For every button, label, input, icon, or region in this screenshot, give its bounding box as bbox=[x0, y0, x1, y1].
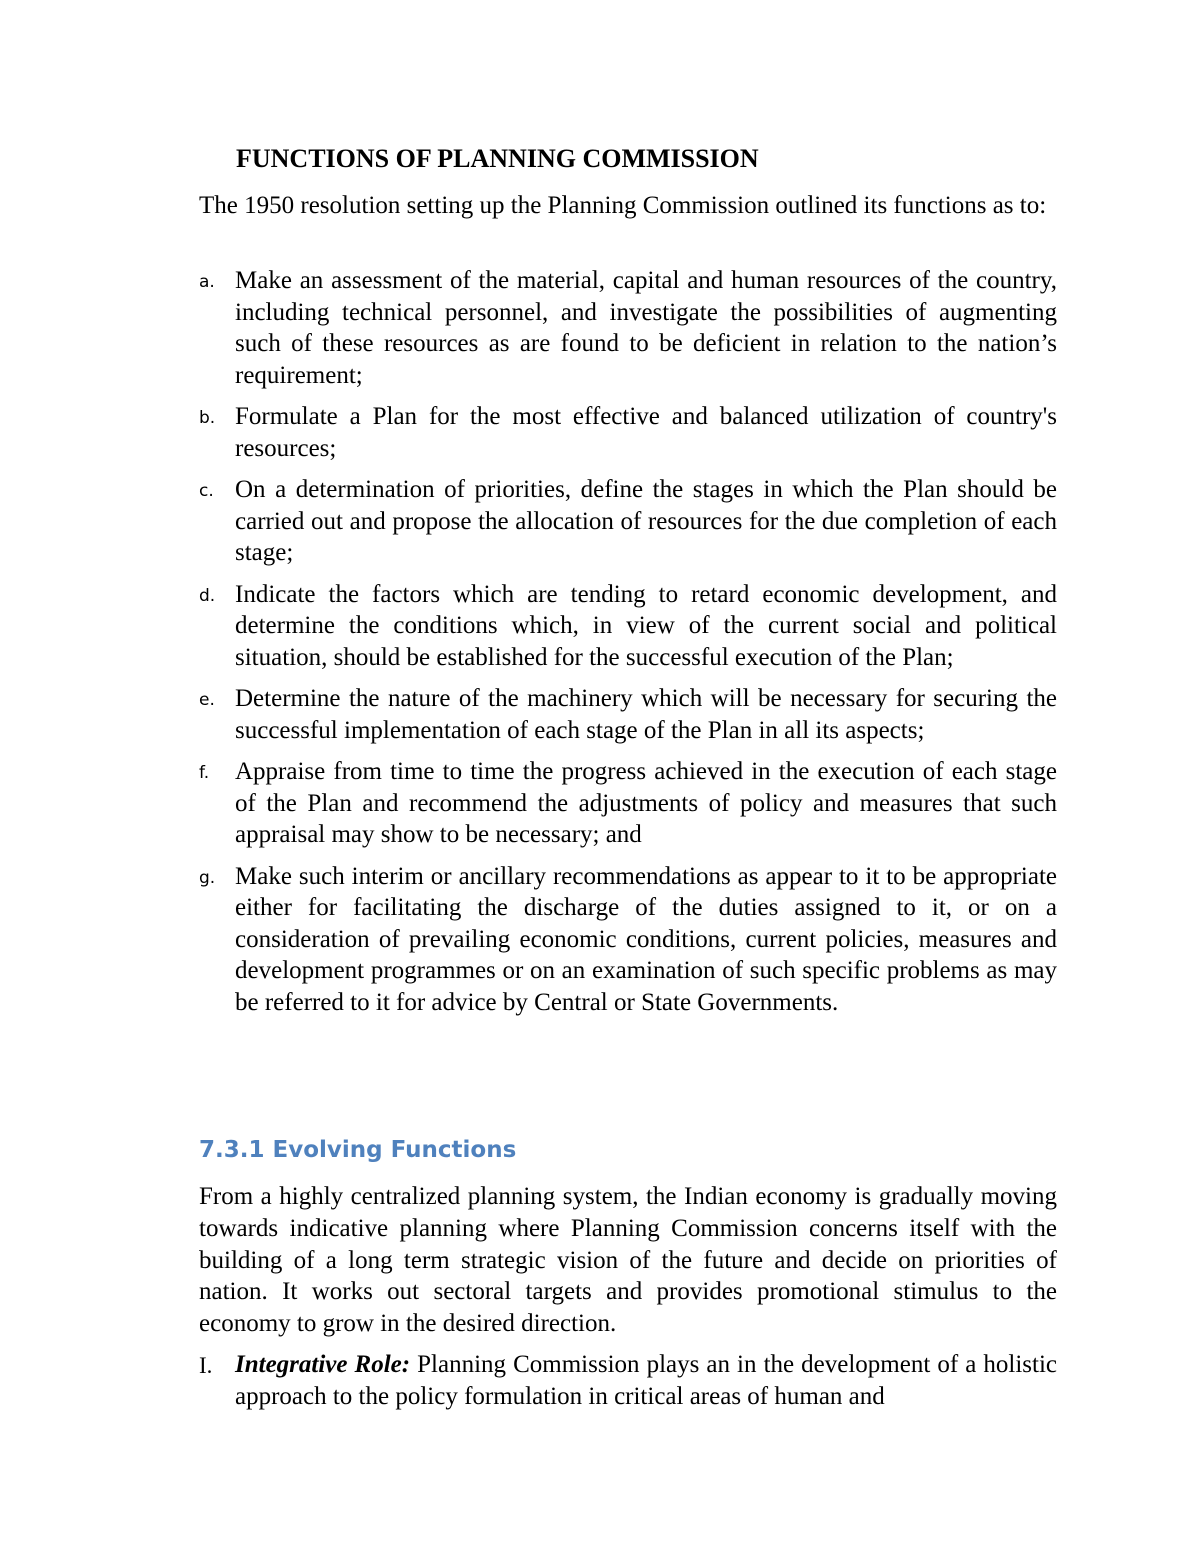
list-item-text: On a determination of priorities, define the stages in which the Plan should be carried out and propose the allocation of resources for the due completion of each stage; bbox=[235, 476, 1057, 566]
role-name: Integrative Role: bbox=[235, 1351, 411, 1378]
list-item-text: Determine the nature of the machinery which will be necessary for securing the successful implementation of each stage of the Plan in all its aspects; bbox=[235, 685, 1057, 744]
list-marker: e. bbox=[199, 690, 215, 710]
list-marker: I. bbox=[199, 1353, 213, 1378]
list-item-text: Make an assessment of the material, capital and human resources of the country, including technical personnel, and investigate the possibilities of augmenting such of these resources as are found to be deficient in relation to the nation’s requirement; bbox=[235, 267, 1057, 389]
list-item bbox=[199, 401, 1057, 464]
role-text: Planning Commission plays an in the development of a holistic approach to the policy formulation in critical areas of human and bbox=[235, 1351, 1057, 1410]
list-marker: d. bbox=[199, 585, 216, 606]
functions-list bbox=[199, 265, 1057, 1028]
page-title: FUNCTIONS OF PLANNING COMMISSION bbox=[236, 144, 759, 173]
list-item-text: Make such interim or ancillary recommendations as appear to it to be appropriate either for facilitating the discharge of the duties assigned to it, or on a consideration of prevailing economic conditions, current policies, measures and development programmes or on an examination of such specific problems as may be referred to it for advice by Central or State Governments. bbox=[235, 862, 1057, 1016]
list-item bbox=[199, 474, 1057, 569]
roles-list bbox=[199, 1349, 1057, 1412]
list-item-text: Indicate the factors which are tending to retard economic development, and determine the conditions which, in view of the current social and political situation, should be established for the successful execution of the Plan; bbox=[235, 580, 1057, 671]
list-item bbox=[199, 265, 1057, 391]
list-item-text: Formulate a Plan for the most effective and balanced utilization of country's resources; bbox=[235, 403, 1057, 462]
section-heading: 7.3.1 Evolving Functions bbox=[199, 1137, 517, 1163]
list-marker: c. bbox=[199, 481, 214, 501]
list-item bbox=[199, 861, 1057, 1019]
intro-paragraph: The 1950 resolution setting up the Planning Commission outlined its functions as to: bbox=[199, 192, 1047, 219]
list-marker: g. bbox=[199, 867, 216, 888]
list-marker: b. bbox=[199, 408, 216, 428]
list-item bbox=[199, 579, 1057, 674]
list-marker: f. bbox=[199, 763, 210, 783]
list-item bbox=[199, 1349, 1057, 1412]
section-paragraph: From a highly centralized planning system, the Indian economy is gradually moving towards indicative planning where Planning Commission concerns itself with the building of a long term strategic vision of the future and decide on priorities of nation. It works out sectoral targets and provides promotional stimulus to the economy to grow in the desired direction. bbox=[199, 1183, 1057, 1338]
list-item bbox=[199, 683, 1057, 746]
list-item bbox=[199, 756, 1057, 851]
list-marker: a. bbox=[199, 272, 215, 292]
list-item-text: Appraise from time to time the progress achieved in the execution of each stage of the Plan and recommend the adjustments of policy and measures that such appraisal may show to be necessary; and bbox=[235, 758, 1057, 848]
